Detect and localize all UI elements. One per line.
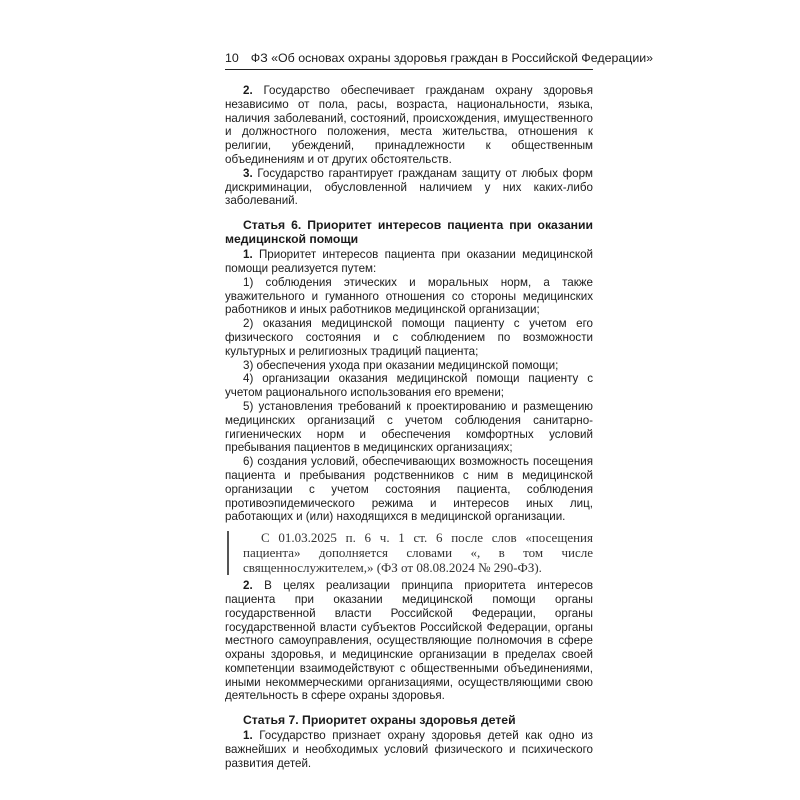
article-6-part-1 bbox=[225, 248, 593, 276]
list-item-3: 3) обеспечения ухода при оказании медицинской помощи; bbox=[243, 358, 559, 372]
book-page bbox=[225, 50, 654, 771]
paragraph-number: 2. bbox=[243, 84, 253, 97]
paragraph-3 bbox=[225, 167, 593, 208]
page-number: 10 bbox=[225, 51, 239, 65]
paragraph-number: 2. bbox=[243, 579, 253, 593]
paragraph-number: 1. bbox=[243, 248, 253, 262]
paragraph-text: В целях реализации принципа приоритета интересов пациента при оказании медицинской помощи органы государственной власти Российской Федерации, органы государственной власти субъектов Российской Федерации, органы местного самоуправления, осуществляющие полномочия в сфере охраны здоровья, и медицинские организации в пределах своей компетенции взаимодействуют с общественными объединениями, иными некоммерческими организациями, осуществляющими свою деятельность в сфере охраны здоровья. bbox=[225, 579, 593, 703]
running-title: ФЗ «Об основах охраны здоровья граждан в Российской Федерации» bbox=[250, 51, 654, 65]
paragraph-number: 1. bbox=[243, 729, 253, 743]
running-header bbox=[225, 50, 654, 70]
amendment-note bbox=[225, 530, 593, 575]
list-item-4: 4) организации оказания медицинской помощи пациенту с учетом рационального использования его времени; bbox=[225, 372, 593, 400]
list-item-5: 5) установления требований к проектированию и размещению медицинских организаций с учетом соблюдения санитарно-гигиенических норм и обеспечения комфортных условий пребывания пациентов в медицинских организациях; bbox=[225, 399, 593, 455]
article-6-part-2 bbox=[225, 579, 593, 703]
note-bar bbox=[227, 531, 229, 575]
list-item-1: 1) соблюдения этических и моральных норм, а также уважительного и гуманного отношения со стороны медицинских работников и иных работников медицинской организации; bbox=[225, 275, 593, 317]
paragraph-number: 3. bbox=[243, 166, 253, 180]
paragraph-2 bbox=[225, 84, 593, 167]
paragraph-text: Государство признает охрану здоровья детей как одно из важнейших и необходимых условий физического и психического развития детей. bbox=[225, 729, 593, 770]
list-item-2: 2) оказания медицинской помощи пациенту с учетом его физического состояния и с соблюдением по возможности культурных и религиозных традиций пациента; bbox=[225, 317, 593, 358]
article-6-heading: Статья 6. Приоритет интересов пациента при оказании медицинской помощи bbox=[225, 218, 593, 247]
list-item-6: 6) создания условий, обеспечивающих возможность посещения пациента и пребывания родственников с ним в медицинской организации с учетом состояния пациента, соблюдения противоэпидемического режима и интересов иных лиц, работающих и (или) находящихся в медицинской организации. bbox=[225, 455, 593, 524]
article-7-part-1 bbox=[225, 729, 593, 770]
amendment-note-text: С 01.03.2025 п. 6 ч. 1 ст. 6 после слов «посещения пациента» дополняется словами «, в том числе священнослужителем,» (ФЗ от 08.08.2024 № 290-ФЗ). bbox=[243, 530, 593, 576]
article-7-heading: Статья 7. Приоритет охраны здоровья детей bbox=[243, 713, 516, 728]
paragraph-text: Приоритет интересов пациента при оказании медицинской помощи реализуется путем: bbox=[225, 248, 593, 275]
paragraph-text: Государство гарантирует гражданам защиту от любых форм дискриминации, обусловленной наличием у них каких-либо заболеваний. bbox=[225, 166, 593, 208]
paragraph-text: Государство обеспечивает гражданам охрану здоровья независимо от пола, расы, возраста, национальности, языка, наличия заболеваний, состояний, происхождения, имущественного и должностного положения, места жительства, отношения к религии, убеждений, принадлежности к общественным объединениям и от других обстоятельств. bbox=[225, 84, 593, 166]
